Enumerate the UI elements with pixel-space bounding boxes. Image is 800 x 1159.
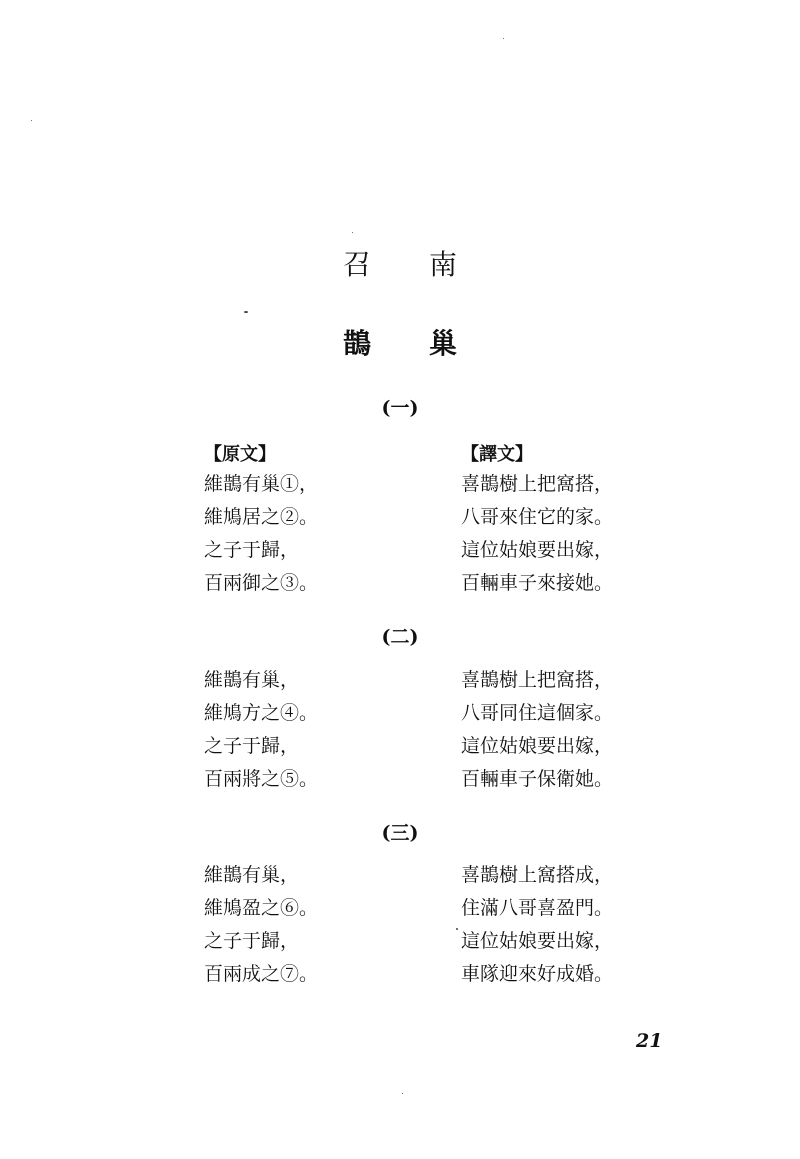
translation-line: 八哥同住這個家。 [461, 702, 614, 724]
original-line: 百兩御之③。 [204, 572, 319, 594]
translation-line: 這位姑娘要出嫁， [461, 539, 614, 561]
translation-heading: 【譯文】 [461, 444, 533, 465]
translation-line: 八哥來住它的家。 [461, 506, 614, 528]
poem-title: 鵲巢 [342, 327, 515, 360]
translation-line: 喜鵲樹上把窩搭， [461, 473, 614, 495]
scan-speck [456, 928, 458, 930]
scan-speck [503, 38, 504, 39]
original-heading: 【原文】 [204, 444, 276, 465]
original-line: 之子于歸， [204, 930, 300, 952]
translation-line: 百輛車子保衛她。 [461, 768, 614, 790]
original-line: 維鵲有巢， [204, 669, 300, 691]
translation-line: 喜鵲樹上窩搭成， [461, 864, 614, 886]
scan-speck [31, 120, 32, 121]
original-line: 維鳩居之②。 [204, 506, 319, 528]
section-title: 召南 [342, 248, 515, 281]
translation-line: 住滿八哥喜盈門。 [461, 897, 614, 919]
original-line: 維鵲有巢①， [204, 473, 319, 495]
original-line: 之子于歸， [204, 539, 300, 561]
scan-speck [244, 311, 248, 313]
original-line: 百兩將之⑤。 [204, 768, 319, 790]
stanza-heading-1: (一) [381, 397, 419, 419]
stanza-heading-2: (二) [381, 626, 419, 648]
translation-line: 喜鵲樹上把窩搭， [461, 669, 614, 691]
page-number: 21 [636, 1030, 663, 1052]
translation-line: 車隊迎來好成婚。 [461, 963, 614, 985]
original-line: 維鵲有巢， [204, 864, 300, 886]
translation-line: 這位姑娘要出嫁， [461, 735, 614, 757]
original-line: 維鳩方之④。 [204, 702, 319, 724]
original-line: 之子于歸， [204, 735, 300, 757]
original-line: 百兩成之⑦。 [204, 963, 319, 985]
translation-line: 百輛車子來接她。 [461, 572, 614, 594]
translation-line: 這位姑娘要出嫁， [461, 930, 614, 952]
scan-speck [402, 1093, 403, 1094]
original-line: 維鳩盈之⑥。 [204, 897, 319, 919]
scan-speck [352, 232, 353, 233]
stanza-heading-3: (三) [381, 822, 419, 844]
